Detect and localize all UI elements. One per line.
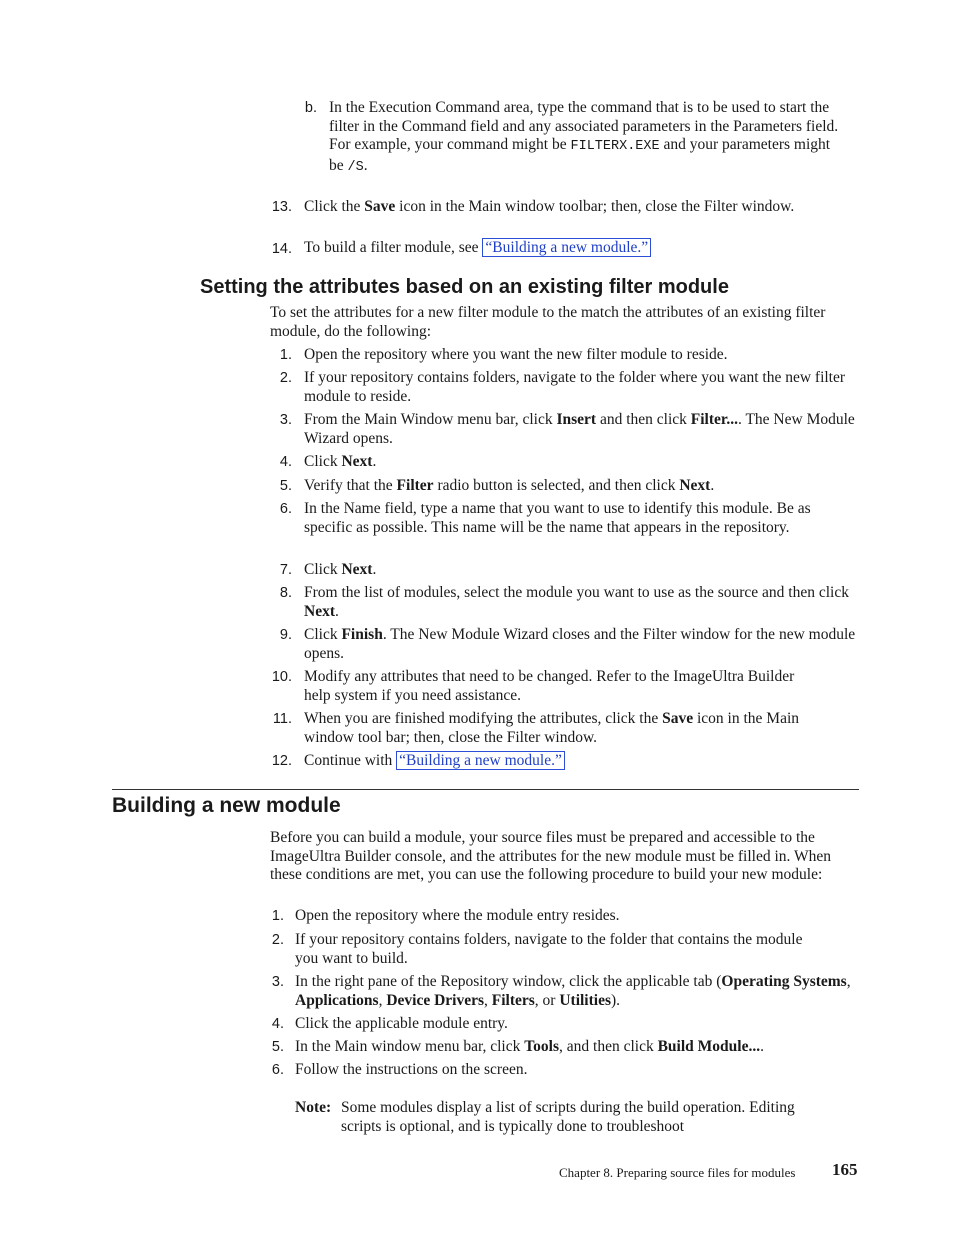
list-number: 7. (279, 562, 292, 578)
list-number: 10. (271, 669, 292, 685)
list-item-text: Open the repository where you want the new filter module to reside. (304, 346, 728, 363)
section-heading: Building a new module (112, 794, 341, 817)
list-number: 6. (271, 1062, 284, 1078)
note-label: Note: (295, 1099, 332, 1116)
list-number: 3. (279, 412, 292, 428)
section-divider (112, 789, 859, 790)
list-item-text: Click Finish. The New Module Wizard closes and the Filter window for the new module opens. (304, 626, 856, 662)
list-item-text: In the Main window menu bar, click Tools, and then click Build Module.... (295, 1038, 764, 1055)
list-marker: b. (304, 100, 317, 116)
list-item-text: If your repository contains folders, navigate to the folder where you want the new filter module to reside. (304, 369, 846, 405)
list-number: 13. (271, 199, 292, 215)
list-number: 5. (279, 478, 292, 494)
list-number: 8. (279, 585, 292, 601)
list-item-text: From the list of modules, select the module you want to use as the source and then click Next. (304, 584, 849, 620)
list-number: 4. (271, 1016, 284, 1032)
list-number: 11. (272, 711, 292, 727)
list-number: 2. (271, 932, 284, 948)
list-item-text: Click Next. (304, 561, 377, 578)
list-item-text: Continue with “Building a new module.” (304, 752, 857, 771)
building-new-module-link[interactable]: “Building a new module.” (482, 238, 651, 257)
list-number: 1. (271, 908, 284, 924)
list-item-text: Click the applicable module entry. (295, 1015, 508, 1032)
footer-chapter: Chapter 8. Preparing source files for modules (559, 1165, 796, 1180)
list-number: 4. (279, 454, 292, 470)
command-code: FILTERX.EXE (570, 139, 660, 155)
section-intro: To set the attributes for a new filter module to the match the attributes of an existing filter module, do the following: (270, 304, 826, 340)
list-item-text: In the Execution Command area, type the command that is to be used to start the filter in the Command field and any associated parameters in the Parameters field. For example, your command might be FILTERX.EXE and your parameters might be /S. (329, 99, 839, 175)
page-number: 165 (832, 1160, 858, 1179)
building-new-module-link[interactable]: “Building a new module.” (396, 751, 565, 770)
list-number: 1. (279, 347, 292, 363)
note-text: Some modules display a list of scripts during the build operation. Editing scripts is optional, and is typically done to troubleshoot (341, 1099, 795, 1135)
list-item-text: Modify any attributes that need to be changed. Refer to the ImageUltra Builder help system if you need assistance. (304, 668, 795, 704)
list-item-text: In the Name field, type a name that you want to use to identify this module. Be as specific as possible. This name will be the name that appears in the repository. (304, 500, 811, 536)
section-heading: Setting the attributes based on an existing filter module (200, 276, 729, 298)
list-number: 6. (279, 501, 292, 517)
list-item-text: Verify that the Filter radio button is selected, and then click Next. (304, 477, 715, 494)
list-item-text: Follow the instructions on the screen. (295, 1061, 528, 1078)
list-item-text: Click Next. (304, 453, 377, 470)
list-item-text: From the Main Window menu bar, click Insert and then click Filter.... The New Module Wizard opens. (304, 411, 855, 447)
list-item-text: When you are finished modifying the attributes, click the Save icon in the Main window tool bar; then, close the Filter window. (304, 710, 800, 746)
list-item-text: Open the repository where the module entry resides. (295, 907, 620, 924)
list-number: 2. (279, 370, 292, 386)
list-number: 9. (279, 627, 292, 643)
section-intro: Before you can build a module, your source files must be prepared and accessible to the ImageUltra Builder console, and the attributes for the new module must be filled in. When these conditions are met, you can use the following procedure to build your new module: (270, 829, 832, 884)
list-item-text: If your repository contains folders, navigate to the folder that contains the module you want to build. (295, 931, 803, 967)
list-item-text: To build a filter module, see “Building a new module.” (304, 239, 854, 258)
list-item-text: Click the Save icon in the Main window toolbar; then, close the Filter window. (304, 198, 795, 215)
list-number: 12. (271, 753, 292, 769)
list-number: 3. (271, 974, 284, 990)
list-item-text: In the right pane of the Repository window, click the applicable tab (Operating Systems, Applications, Device Drivers, Filters, or Utilities). (295, 973, 851, 1009)
list-number: 5. (271, 1039, 284, 1055)
parameter-code: /S (347, 159, 364, 175)
list-number: 14. (271, 241, 292, 257)
